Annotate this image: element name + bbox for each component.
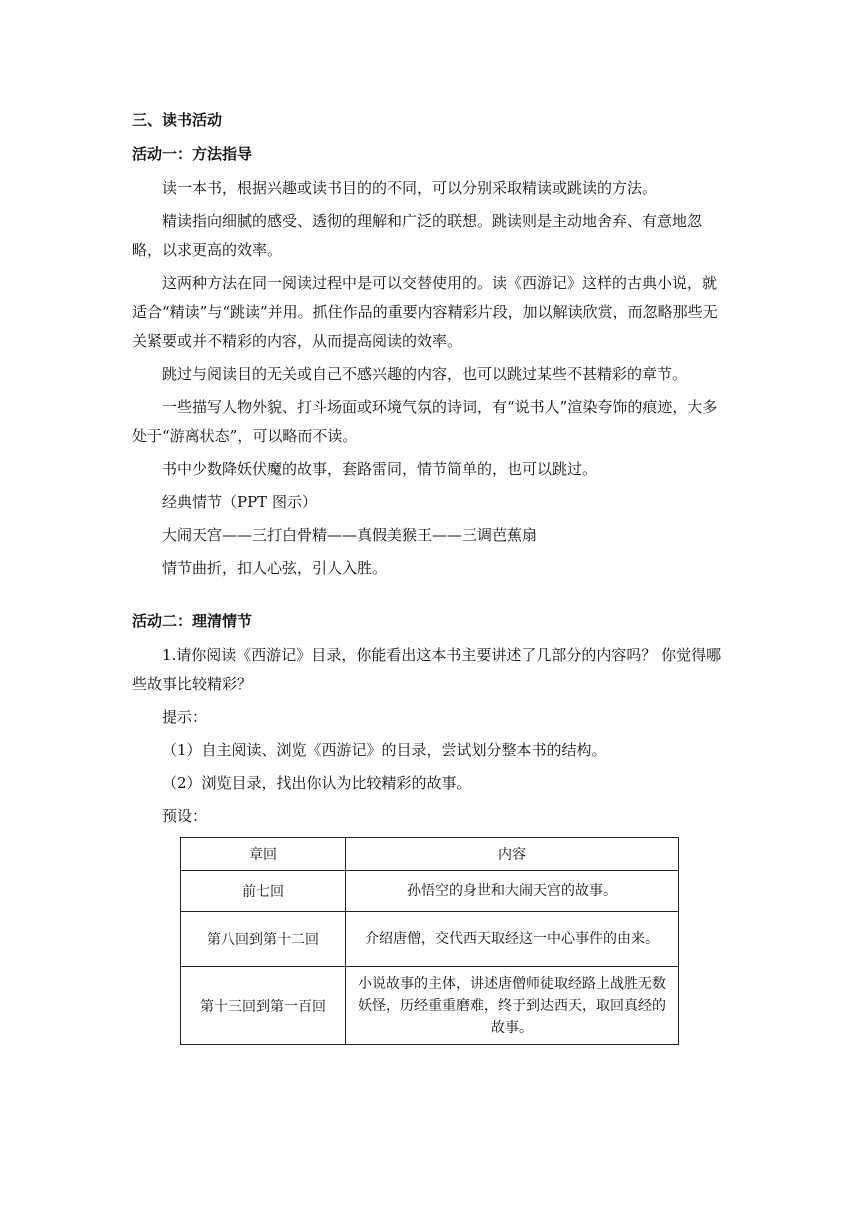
paragraph: 精读指向细腻的感受、透彻的理解和广泛的联想。跳读则是主动地舍弃、有意地忽略，以求更高的效率。 (132, 212, 703, 259)
activity1-content (132, 174, 730, 583)
document-body (132, 108, 730, 1045)
hint-item: （2）浏览目录，找出你认为比较精彩的故事。 (162, 774, 472, 792)
table-cell-chapter: 第八回到第十二回 (181, 912, 346, 967)
table-cell-content: 小说故事的主体，讲述唐僧师徒取经路上战胜无数妖怪，历经重重磨难，终于到达西天，取回真经的故事。 (346, 967, 679, 1045)
table-row (181, 871, 679, 912)
paragraph: 书中少数降妖伏魔的故事，套路雷同，情节简单的，也可以跳过。 (162, 460, 598, 478)
table-row (181, 912, 679, 967)
hint-item: （1）自主阅读、浏览《西游记》的目录，尝试划分整本书的结构。 (162, 741, 607, 759)
paragraph: 一些描写人物外貌、打斗场面或环境气氛的诗词，有“说书人”渲染夸饰的痕迹，大多处于“游离状态”，可以略而不读。 (132, 398, 718, 445)
hint-label: 提示： (162, 708, 208, 726)
table-cell-chapter: 第十三回到第一百回 (181, 967, 346, 1045)
table-cell-content: 介绍唐僧，交代西天取经这一中心事件的由来。 (346, 912, 679, 967)
paragraph: 大闹天宫——三打白骨精——真假美猴王——三调芭蕉扇 (162, 526, 538, 544)
activity1-heading: 活动一：方法指导 (132, 145, 253, 163)
question: 1.请你阅读《西游记》目录，你能看出这本书主要讲述了几部分的内容吗？ 你觉得哪些故事比较精彩？ (132, 646, 722, 693)
paragraph: 经典情节（PPT 图示） (162, 493, 317, 511)
section-title: 三、读书活动 (132, 111, 223, 129)
paragraph: 情节曲折，扣人心弦，引人入胜。 (162, 559, 388, 577)
table-cell-content: 孙悟空的身世和大闹天宫的故事。 (346, 871, 679, 912)
paragraph: 读一本书，根据兴趣或读书目的的不同，可以分别采取精读或跳读的方法。 (162, 179, 658, 197)
paragraph: 这两种方法在同一阅读过程中是可以交替使用的。读《西游记》这样的古典小说，就适合“精读”与“跳读”并用。抓住作品的重要内容精彩片段，加以解读欣赏，而忽略那些无关紧要或并不精彩的内容，从而提高阅读的效率。 (132, 274, 718, 350)
activity2-heading: 活动二：理清情节 (132, 612, 253, 630)
chapter-table (180, 837, 679, 1045)
section-gap (132, 583, 730, 609)
paragraph: 跳过与阅读目的无关或自己不感兴趣的内容，也可以跳过某些不甚精彩的章节。 (162, 365, 688, 383)
table-row (181, 967, 679, 1045)
table-cell-chapter: 前七回 (181, 871, 346, 912)
table-header-chapter: 章回 (181, 838, 346, 871)
activity2-content (132, 641, 730, 831)
preset-label: 预设： (162, 807, 208, 825)
table-header-content: 内容 (346, 838, 679, 871)
table-header-row (181, 838, 679, 871)
